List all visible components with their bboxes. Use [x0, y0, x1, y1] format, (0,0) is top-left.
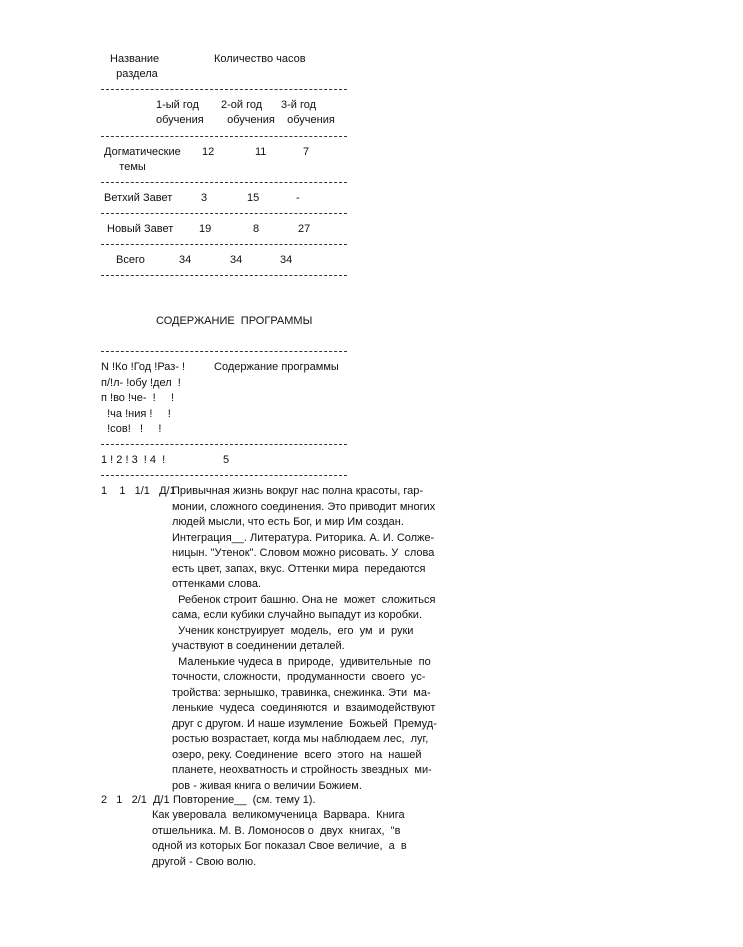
header-section-name: Название раздела [110, 53, 160, 80]
row-year1: 3 [201, 192, 208, 204]
entry-text: Как уверовала великомученица Варвара. Книга отшельника. М. В. Ломоносов о двух книгах, "в одной из которых Бог показал Свое величие, а в другой - Свою волю. [152, 809, 407, 868]
year-header-1: 1-ый год обучения [156, 99, 204, 126]
column-numbers: 1 ! 2 ! 3 ! 4 ! [101, 454, 166, 466]
row-year3: - [296, 192, 300, 204]
divider [101, 475, 347, 476]
row-year2: 8 [253, 223, 260, 235]
program-header-columns: N !Ко !Год !Раз- ! п/!л- !обу !дел ! п !во !че- ! ! !ча !ния ! ! !сов! ! ! [101, 361, 186, 435]
entry-text: Привычная жизнь вокруг нас полна красоты, гар- монии, сложного соединения. Это приводит многих людей мысли, что есть Бог, и мир Им создан. Интеграция__. Литература. Риторика. А. И. Солже- ницын. "Утенок". Словом можно рисовать. У слова есть цвет, запах, вкус. Оттенки мира передаются оттенками слова. Ребенок строит башню. Она не может сложиться сама, если кубики случайно выпадут из коробки. Ученик конструирует модель, его ум и руки участвуют в соединении деталей. Маленькие чудеса в природе, удивительные по точности, сложности, продуманности своего ус- тройства: зернышко, травинка, снежинка. Эти ма- ленькие чудеса соединяются и взаимодействуют друг с другом. И наше изумление Божьей Премуд- ростью возрастает, когда мы наблюдаем лес, луг, озеро, реку. Соединение всего этого на нашей планете, неохватность и стройность звездных ми- ров - живая книга о величии Божием. [172, 485, 437, 792]
row-name: Всего [116, 254, 145, 266]
row-year2: 11 [255, 146, 267, 158]
divider [101, 244, 347, 245]
row-year1: 34 [179, 254, 192, 266]
row-year1: 12 [202, 146, 215, 158]
entry-first-line: Повторение__ (см. тему 1). [173, 794, 316, 806]
program-header-content: Содержание программы [214, 361, 339, 373]
divider [101, 136, 347, 137]
row-year1: 19 [199, 223, 212, 235]
row-name: Ветхий Завет [104, 192, 173, 204]
column-number-content: 5 [223, 454, 230, 466]
row-year2: 15 [247, 192, 260, 204]
row-name: Новый Завет [107, 223, 174, 235]
row-name: Догматические темы [104, 146, 181, 173]
year-header-3: 3-й год обучения [281, 99, 335, 126]
header-hours: Количество часов [214, 53, 306, 65]
divider [101, 213, 347, 214]
row-year3: 7 [303, 146, 310, 158]
row-year3: 34 [280, 254, 293, 266]
divider [101, 351, 347, 352]
entry-lead: 1 1 1/1 Д/1 [101, 485, 176, 497]
divider [101, 275, 347, 276]
entry-lead: 2 1 2/1 Д/1 [101, 794, 170, 806]
row-year3: 27 [298, 223, 311, 235]
year-header-2: 2-ой год обучения [221, 99, 275, 126]
divider [101, 182, 347, 183]
row-year2: 34 [230, 254, 243, 266]
program-heading: СОДЕРЖАНИЕ ПРОГРАММЫ [156, 315, 313, 327]
divider [101, 89, 347, 90]
divider [101, 444, 347, 445]
